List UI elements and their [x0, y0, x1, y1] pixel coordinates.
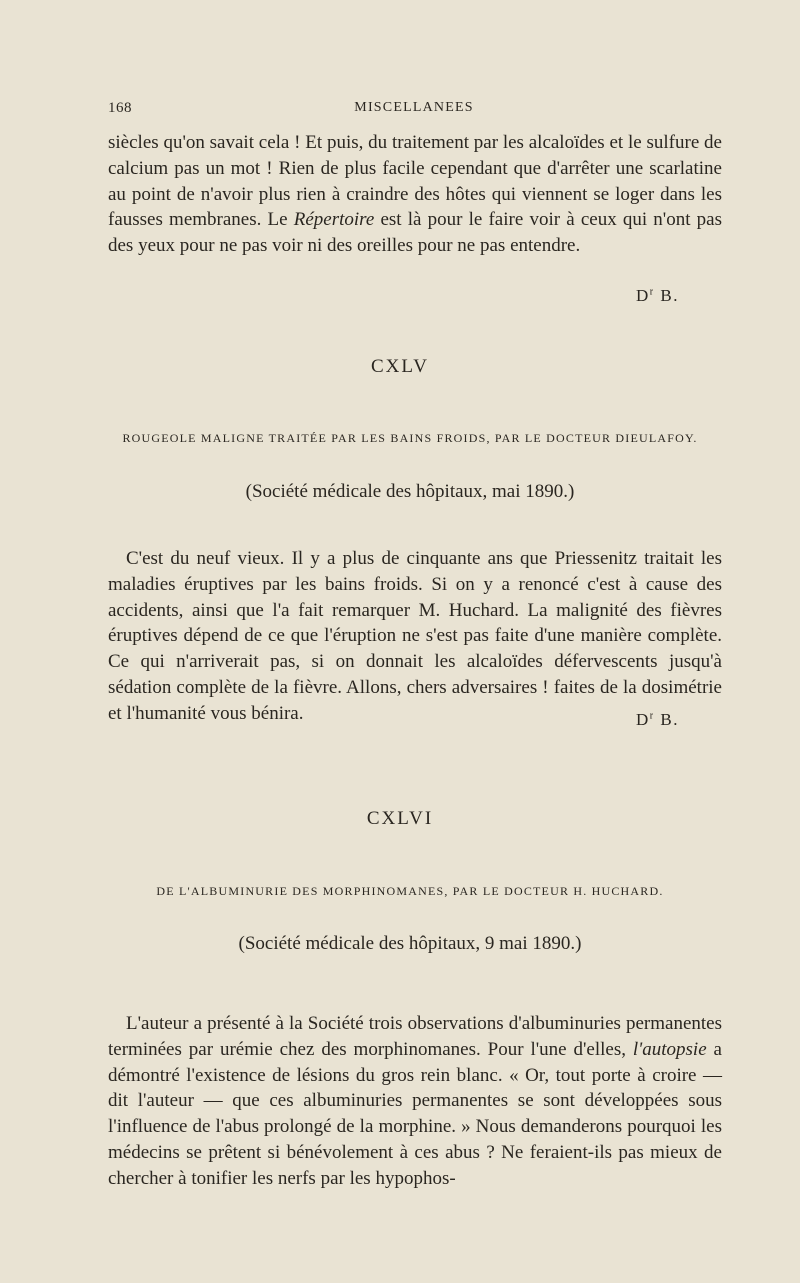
section-title-cxlvi: DE L'ALBUMINURIE DES MORPHINOMANES, PAR LE DOCTEUR H. HUCHARD.	[156, 884, 664, 898]
section-body-cxlvi-text-1: L'auteur a présenté à la Société trois observations d'albuminuries permanentes terminées par urémie chez des morphinomanes. Pour l'une d'elles,	[108, 1013, 722, 1060]
page-number: 168	[108, 100, 132, 116]
section-number-cxlvi: CXLVI	[366, 808, 434, 829]
section-source-cxlvi: (Société médicale des hôpitaux, 9 mai 1890.)	[238, 933, 582, 954]
section-signature-cxlv: $D^r$ B.	[636, 710, 679, 729]
section-body-cxlvi-emphasis: l'autopsie	[632, 1038, 707, 1060]
intro-text-1: siècles qu'on savait cela ! Et puis, du traitement par les alcaloïdes et le sulfure de calcium pas un mot ! Rien de plus facile cependant que d'arrêter une scarlatine au point de n'avoir plus rien à craindre des hôtes qui viennent se loger dans les fausses membranes. Le	[108, 132, 722, 231]
section-body-cxlvi-text-2: a démontré l'existence de lésions du gros rein blanc. « Or, tout porte à croire — dit l'auteur — que ces albuminuries permanentes se sont développées sous l'influence de l'abus prolongé de la morphine. » Nous demanderons pourquoi les médecins se prêtent si bénévolement à ces abus ? Ne feraient-ils pas mieux de chercher à tonifier les nerfs par les hypophos-	[108, 1038, 722, 1189]
section-body-cxlv: C'est du neuf vieux. Il y a plus de cinquante ans que Priessenitz traitait les maladies éruptives par les bains froids. Si on y a renoncé c'est à cause des accidents, ainsi que l'a fait remarquer M. Huchard. La malignité des fièvres éruptives dépend de ce que l'éruption ne s'est pas faite d'une manière complète. Ce qui n'arriverait pas, si on donnait les alcaloïdes défervescents jusqu'à sédation complète de la fièvre. Allons, chers adversaires ! faites de la dosimétrie et l'humanité vous bénira.	[108, 548, 722, 724]
section-body-cxlvi-block	[108, 1011, 722, 1192]
section-title-cxlv: ROUGEOLE MALIGNE TRAITÉE PAR LES BAINS FROIDS, PAR LE DOCTEUR DIEULAFOY.	[122, 431, 698, 445]
section-body-cxlv-block	[108, 546, 722, 727]
section-number-cxlv: CXLV	[371, 356, 429, 377]
section-source-cxlv: (Société médicale des hôpitaux, mai 1890.)	[245, 481, 575, 502]
intro-paragraph-block	[108, 130, 722, 259]
intro-emphasis: Répertoire	[293, 209, 375, 231]
running-title: MISCELLANEES	[354, 100, 474, 115]
running-head	[108, 98, 720, 122]
section-body-cxlvi	[108, 1011, 722, 1192]
intro-text-2: est là pour le faire voir à ceux qui n'ont pas des yeux pour ne pas voir ni des oreilles pour ne pas entendre.	[108, 209, 722, 257]
intro-paragraph	[108, 130, 722, 259]
intro-signature: $D^r$ B.	[636, 286, 679, 305]
